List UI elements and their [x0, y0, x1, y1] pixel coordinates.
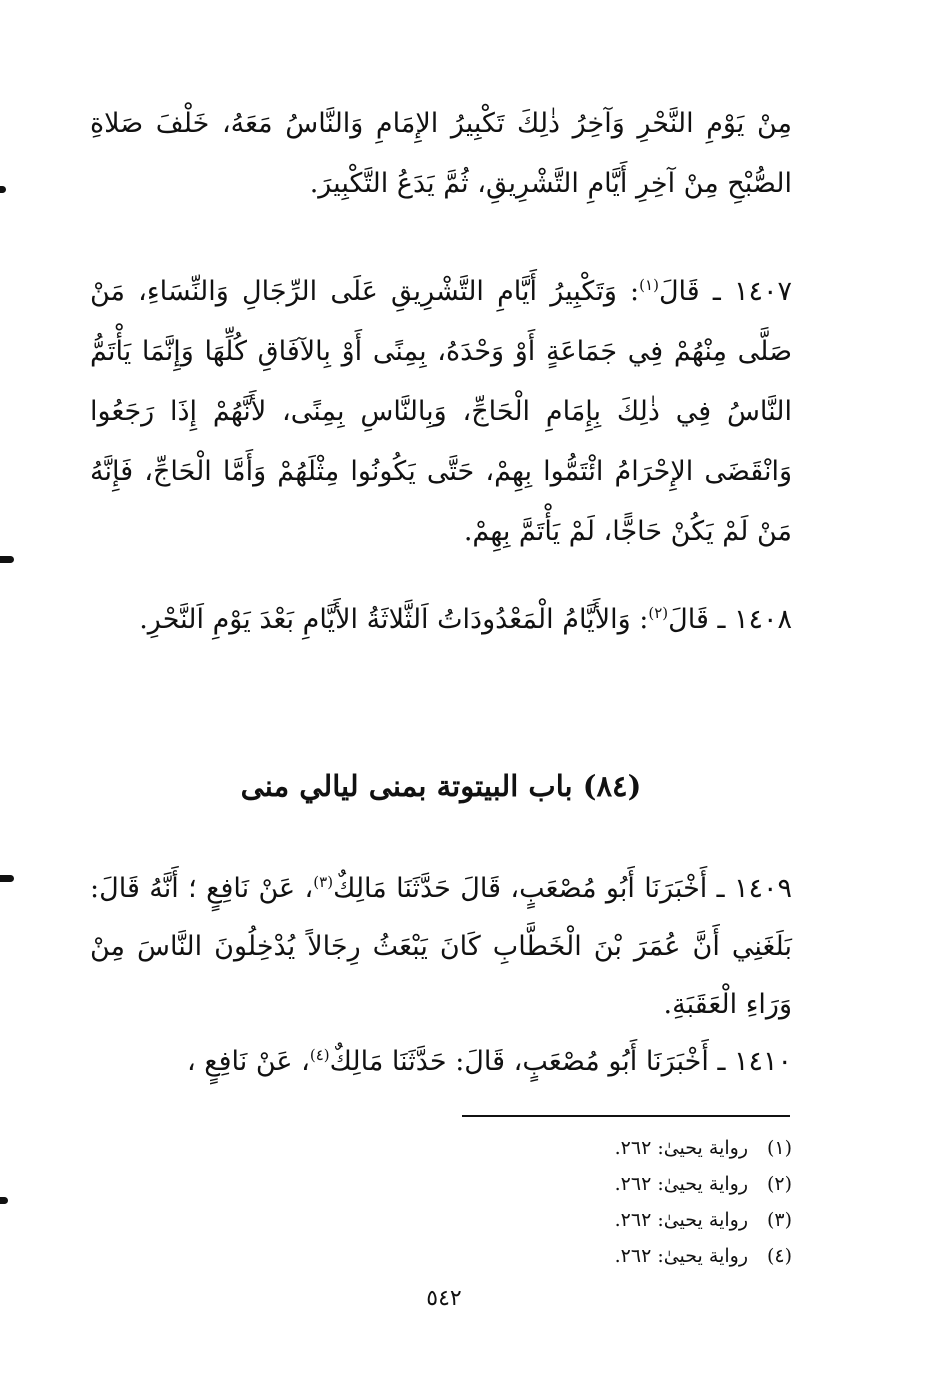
- footnotes: [420, 1130, 792, 1274]
- paragraph-1410: [90, 1032, 792, 1092]
- paragraph-number: ١٤٠٨: [733, 604, 792, 635]
- footnote-ref: (١): [639, 276, 659, 294]
- chapter-heading: (٨٤) باب البيتوتة بمنى ليالي منى: [240, 769, 642, 803]
- paragraph-text: ، عَنْ نَافِعٍ ؛ أَنَّهُ قَالَ: بَلَغَنِي أَنَّ عُمَرَ بْنَ الْخَطَّابِ كَانَ يَبْعَثُ رِجَالاً يُدْخِلُونَ النَّاسَ مِنْ وَرَاءِ الْعَقَبَةِ.: [90, 873, 792, 1020]
- footnote: [420, 1238, 792, 1274]
- paragraph-number: ١٤٠٧: [733, 276, 792, 307]
- margin-mark: [0, 186, 6, 193]
- continuation-text: مِنْ يَوْمِ النَّحْرِ وَآخِرُ ذٰلِكَ تَكْبِيرُ الإِمَامِ وَالنَّاسُ مَعَهُ، خَلْفَ صَلاةِ الصُّبْحِ مِنْ آخِرِ أَيَّامِ التَّشْرِيقِ، ثُمَّ يَدَعُ التَّكْبِيرَ.: [90, 108, 792, 199]
- footnote: [420, 1166, 792, 1202]
- footnote-text: رواية يحيىٰ: ٢٦٢.: [614, 1137, 748, 1159]
- paragraph-number: ١٤٠٩: [734, 873, 793, 904]
- continuation-paragraph: [90, 94, 792, 214]
- footnote-divider: [462, 1115, 790, 1117]
- footnote-number: (٤): [766, 1245, 792, 1267]
- footnote-number: (٢): [766, 1173, 792, 1195]
- footnote-ref: (٢): [648, 604, 669, 622]
- paragraph-dash: ـ: [716, 873, 725, 904]
- paragraph-dash: ـ: [717, 1046, 726, 1077]
- qala-word: قَالَ: [658, 276, 700, 307]
- page-number: ٥٤٢: [426, 1286, 462, 1311]
- margin-mark: [0, 1197, 8, 1204]
- footnote-text: رواية يحيىٰ: ٢٦٢.: [614, 1209, 748, 1231]
- paragraph-dash: ـ: [717, 604, 726, 635]
- footnote: [420, 1202, 792, 1238]
- footnote-number: (١): [766, 1137, 792, 1159]
- paragraph-1409: [90, 860, 792, 1034]
- paragraph-1407: [90, 262, 792, 562]
- margin-mark: [0, 556, 14, 563]
- paragraph-dash: ـ: [712, 276, 721, 307]
- paragraph-text: : وَتَكْبِيرُ أَيَّامِ التَّشْرِيقِ عَلَى الرِّجَالِ وَالنِّسَاءِ، مَنْ صَلَّى مِنْهُمْ فِي جَمَاعَةٍ أَوْ وَحْدَهُ، بِمِنًى أَوْ بِالآفَاقِ كُلِّهَا وَإِنَّمَا يَأْتَمُّ النَّاسُ فِي ذٰلِكَ بِإِمَامِ الْحَاجِّ، وَبِالنَّاسِ بِمِنًى، لأَنَّهُمْ إِذَا رَجَعُوا وَانْقَضَى الإِحْرَامُ ائْتَمُّوا بِهِمْ، حَتَّى يَكُونُوا مِثْلَهُمْ وَأَمَّا الْحَاجِّ، فَإِنَّهُ مَنْ لَمْ يَكُنْ حَاجًّا، لَمْ يَأْتَمَّ بِهِمْ.: [90, 276, 792, 547]
- paragraph-text: أَخْبَرَنَا أَبُو مُصْعَبٍ، قَالَ: حَدَّثَنَا مَالِكٌ: [329, 1046, 709, 1077]
- paragraph-text: : وَالأَيَّامُ الْمَعْدُودَاتُ اَلثَّلاثَةُ الأَيَّامِ بَعْدَ يَوْمِ اَلنَّحْرِ.: [139, 604, 649, 635]
- footnote: [420, 1130, 792, 1166]
- paragraph-1408: [90, 590, 792, 650]
- footnote-ref: (٤): [309, 1046, 330, 1064]
- paragraph-number: ١٤١٠: [733, 1046, 792, 1077]
- footnote-text: رواية يحيىٰ: ٢٦٢.: [614, 1173, 748, 1195]
- paragraph-text: أَخْبَرَنَا أَبُو مُصْعَبٍ، قَالَ حَدَّثَنَا مَالِكٌ: [333, 873, 708, 904]
- qala-word: قَالَ: [668, 604, 709, 635]
- footnote-text: رواية يحيىٰ: ٢٦٢.: [614, 1245, 748, 1267]
- margin-mark: [0, 875, 14, 882]
- footnote-number: (٣): [766, 1209, 792, 1231]
- footnote-ref: (٣): [313, 873, 334, 891]
- paragraph-text: ، عَنْ نَافِعٍ ،: [186, 1046, 310, 1077]
